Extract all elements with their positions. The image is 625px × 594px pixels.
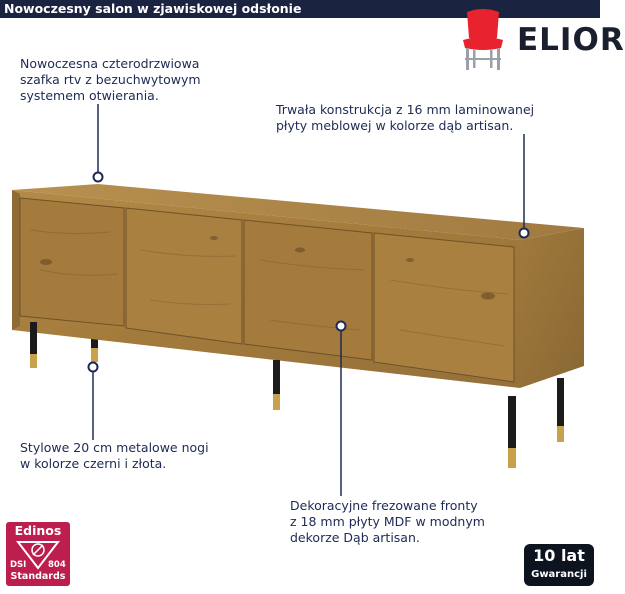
- callout-legs-line: w kolorze czerni i złota.: [20, 456, 167, 471]
- edinos-number: 804: [48, 560, 66, 570]
- callout-construction-line: Trwała konstrukcja z 16 mm laminowanej: [276, 102, 535, 117]
- callout-legs: [20, 440, 280, 472]
- callout-doors: [20, 56, 270, 104]
- edinos-standards-badge: [6, 522, 70, 586]
- callout-fronts-line: Dekoracyjne frezowane fronty: [290, 498, 478, 513]
- warranty-years: 10 lat: [533, 546, 585, 565]
- callout-doors-line: Nowoczesna czterodrzwiowa: [20, 56, 200, 71]
- edinos-standards: Standards: [10, 571, 66, 582]
- callout-fronts: [290, 498, 550, 546]
- callout-fronts-line: z 18 mm płyty MDF w modnym: [290, 514, 485, 529]
- warranty-badge: [524, 544, 594, 586]
- edinos-dsi: DSI: [10, 560, 27, 570]
- callout-construction-line: płyty meblowej w kolorze dąb artisan.: [276, 118, 514, 133]
- brand-name: ELIOR: [517, 22, 625, 58]
- callout-doors-line: szafka rtv z bezuchwytowym: [20, 72, 201, 87]
- callout-legs-line: Stylowe 20 cm metalowe nogi: [20, 440, 209, 455]
- callout-doors-line: systemem otwierania.: [20, 88, 159, 103]
- header-title: Nowoczesny salon w zjawiskowej odsłonie: [4, 1, 302, 16]
- callout-fronts-line: dekorze Dąb artisan.: [290, 530, 420, 545]
- warranty-label: Gwarancji: [531, 569, 587, 580]
- callout-construction: [276, 102, 596, 134]
- edinos-label: Edinos: [14, 523, 62, 538]
